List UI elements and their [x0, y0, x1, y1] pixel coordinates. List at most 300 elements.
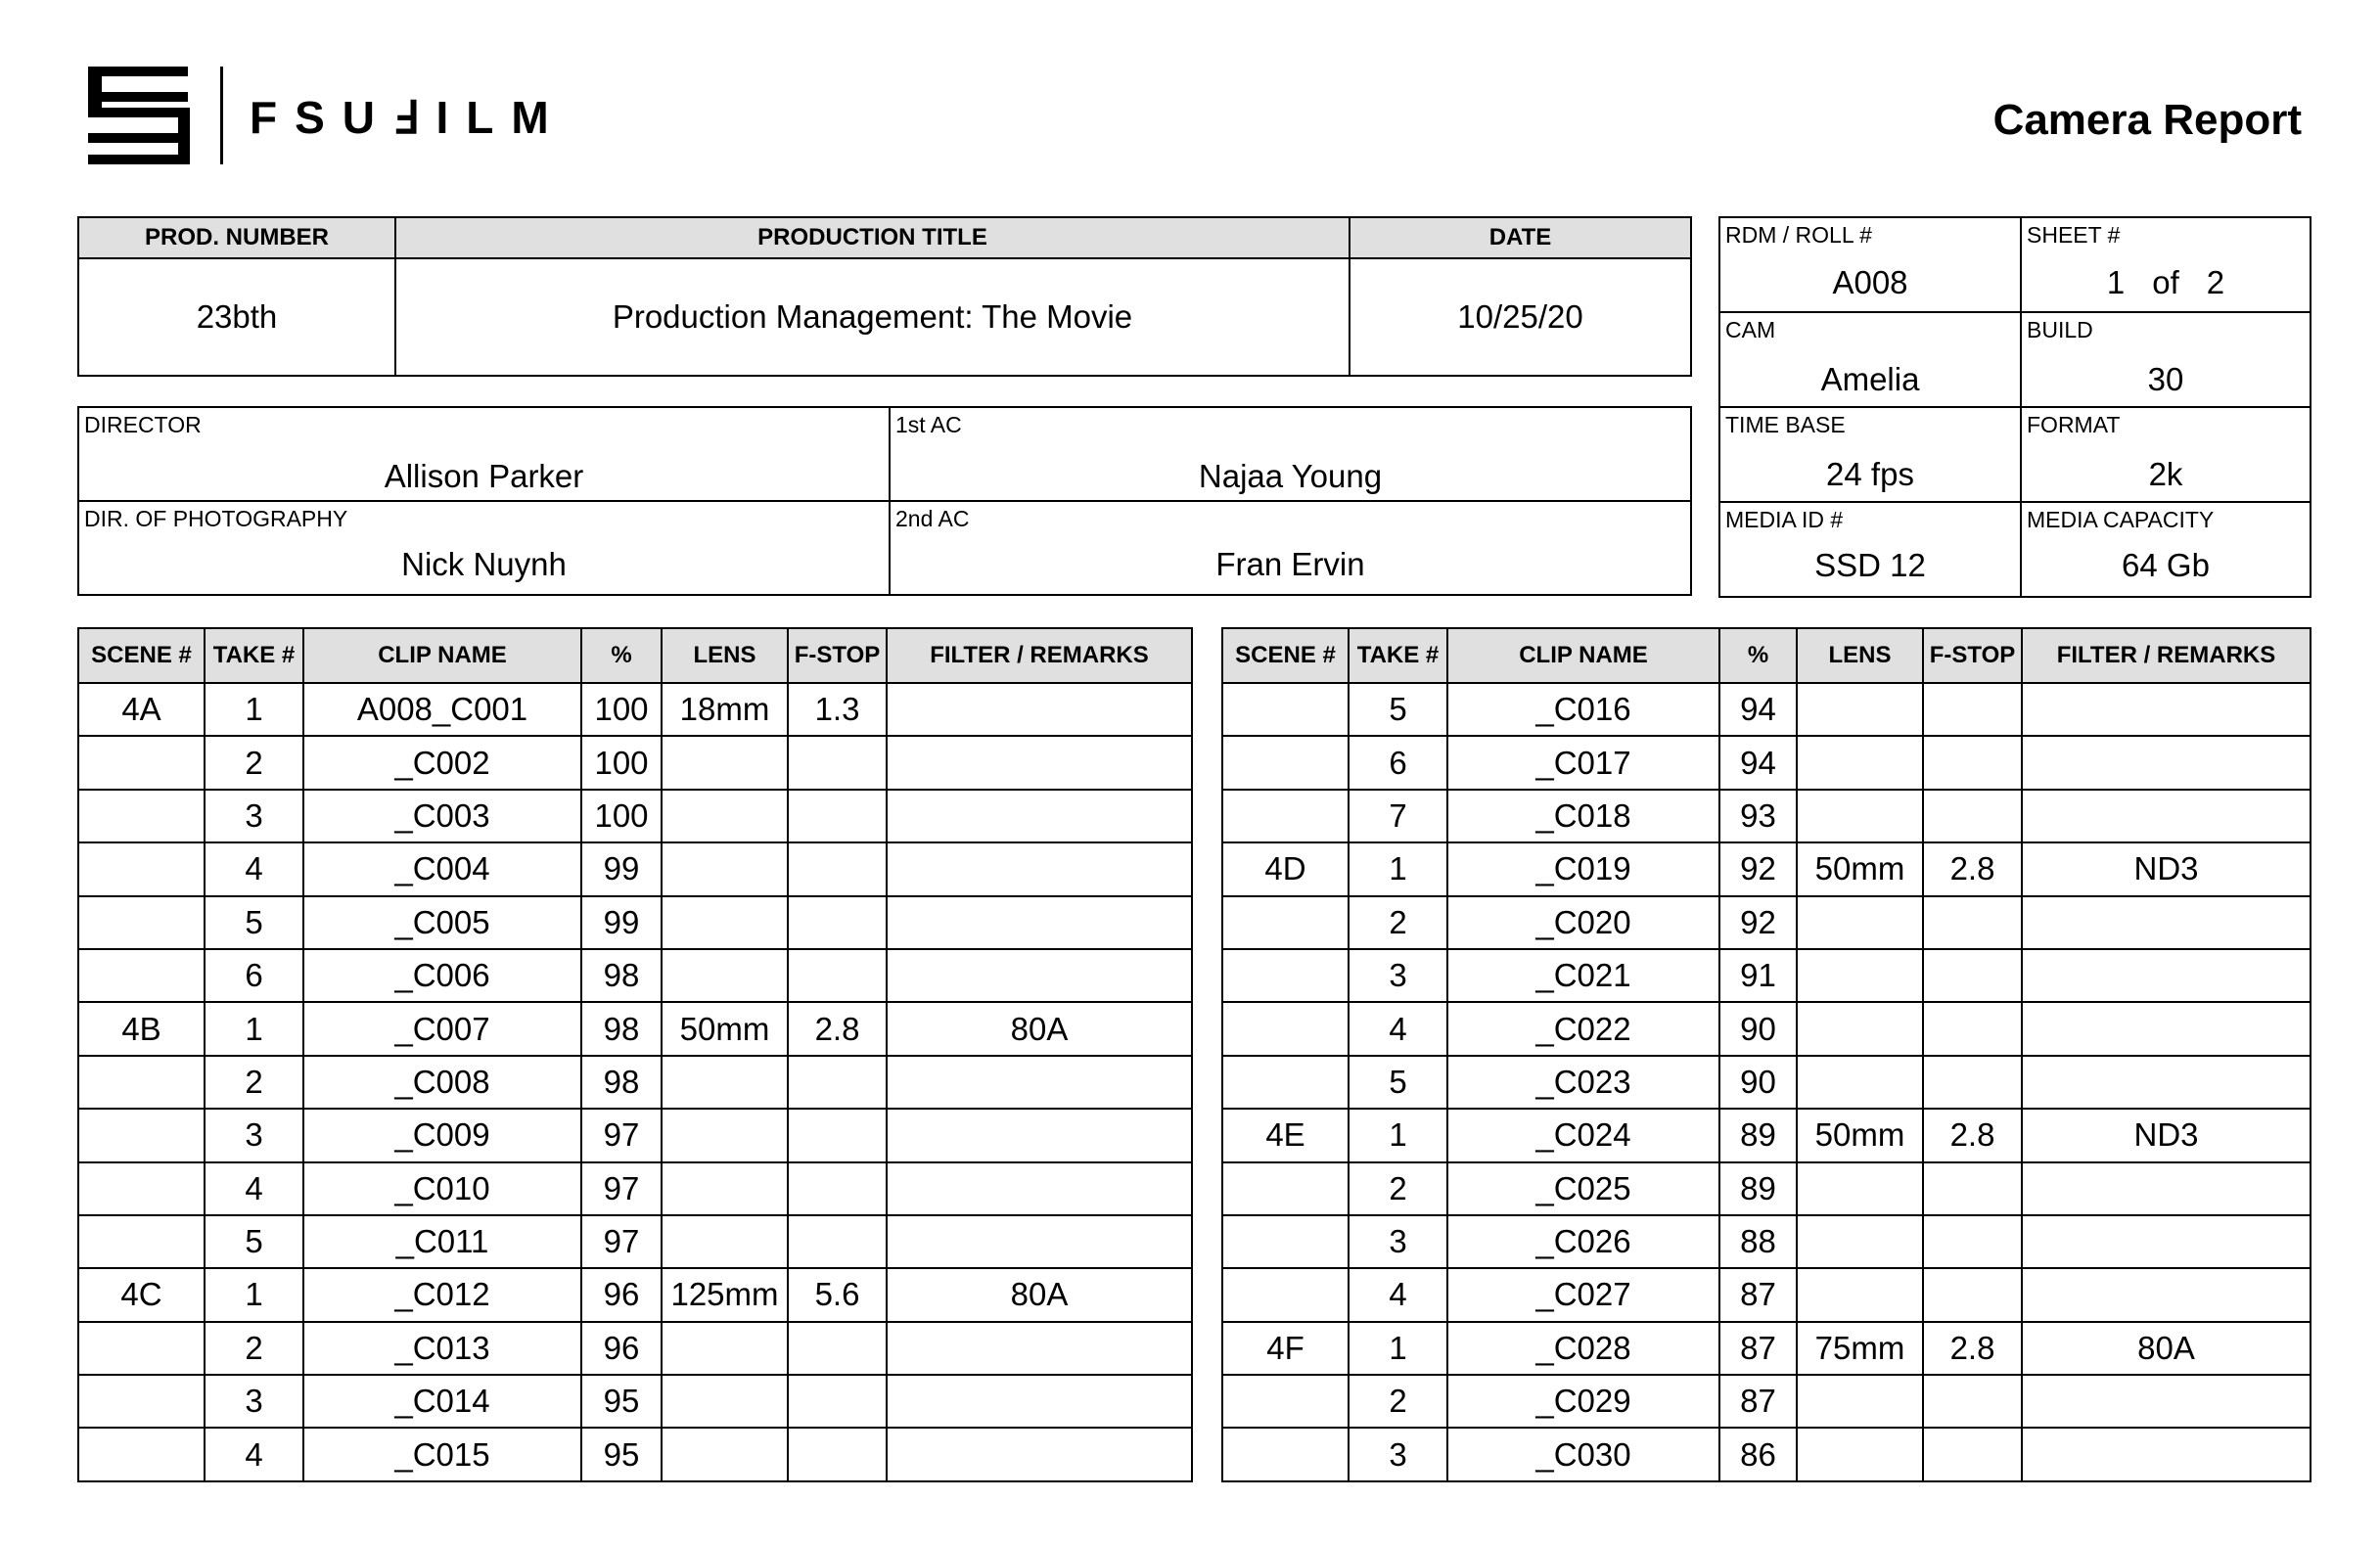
- table-row: [78, 1428, 1192, 1480]
- remarks-cell: [2022, 949, 2311, 1002]
- lens-cell: [662, 1375, 788, 1428]
- director-cell: [78, 407, 890, 501]
- percent-cell: 90: [1719, 1002, 1797, 1055]
- clip-name-cell: _C014: [303, 1375, 581, 1428]
- date-value: 10/25/20: [1350, 258, 1691, 376]
- format-cell: [2021, 407, 2311, 502]
- percent-cell: 88: [1719, 1215, 1797, 1268]
- remarks-cell: [887, 1215, 1192, 1268]
- remarks-cell: ND3: [2022, 842, 2311, 895]
- lens-cell: [1797, 1428, 1923, 1480]
- timebase-cell: [1719, 407, 2021, 502]
- table-row: [1222, 1215, 2311, 1268]
- column-header-fstop: F-STOP: [788, 628, 887, 683]
- lens-cell: [1797, 896, 1923, 949]
- media-id-label: MEDIA ID #: [1725, 507, 1844, 532]
- lens-cell: 50mm: [1797, 842, 1923, 895]
- fstop-cell: [1923, 1268, 2022, 1321]
- remarks-cell: [887, 1056, 1192, 1109]
- table-row: [1222, 1375, 2311, 1428]
- table-row: [1222, 1268, 2311, 1321]
- take-cell: 1: [1349, 842, 1447, 895]
- media-capacity-value: 64 Gb: [2122, 547, 2210, 583]
- fstop-cell: [788, 949, 887, 1002]
- build-cell: [2021, 312, 2311, 407]
- prod-number-label: PROD. NUMBER: [78, 217, 395, 258]
- scene-cell: [1222, 683, 1349, 736]
- clip-name-cell: _C017: [1447, 736, 1719, 789]
- cam-cell: [1719, 312, 2021, 407]
- scene-cell: 4E: [1222, 1109, 1349, 1161]
- percent-cell: 87: [1719, 1268, 1797, 1321]
- scene-cell: [1222, 1056, 1349, 1109]
- fstop-cell: [1923, 790, 2022, 842]
- take-cell: 4: [205, 842, 303, 895]
- lens-cell: [662, 842, 788, 895]
- remarks-cell: [2022, 1268, 2311, 1321]
- production-info-table: [77, 216, 1692, 377]
- roll-info-table: [1718, 216, 2311, 598]
- lens-cell: [662, 949, 788, 1002]
- shot-header-row: [1222, 628, 2311, 683]
- scene-cell: [78, 896, 205, 949]
- shot-rows: [1222, 683, 2311, 1481]
- remarks-cell: [887, 1428, 1192, 1480]
- format-label: FORMAT: [2027, 412, 2121, 437]
- lens-cell: [1797, 1002, 1923, 1055]
- fstop-cell: [1923, 1002, 2022, 1055]
- scene-cell: [1222, 1162, 1349, 1215]
- remarks-cell: ND3: [2022, 1109, 2311, 1161]
- take-cell: 3: [205, 1109, 303, 1161]
- take-cell: 3: [205, 790, 303, 842]
- fstop-cell: [788, 1215, 887, 1268]
- percent-cell: 98: [581, 1056, 662, 1109]
- lens-cell: [1797, 1056, 1923, 1109]
- lens-cell: [1797, 736, 1923, 789]
- scene-cell: [78, 1215, 205, 1268]
- percent-cell: 94: [1719, 736, 1797, 789]
- table-row: [78, 842, 1192, 895]
- remarks-cell: [2022, 683, 2311, 736]
- table-row: [78, 1056, 1192, 1109]
- clip-name-cell: _C003: [303, 790, 581, 842]
- column-header-percent: %: [1719, 628, 1797, 683]
- lens-cell: [1797, 949, 1923, 1002]
- cam-value: Amelia: [1820, 361, 1920, 397]
- take-cell: 1: [1349, 1109, 1447, 1161]
- take-cell: 5: [1349, 1056, 1447, 1109]
- fstop-cell: [788, 842, 887, 895]
- take-cell: 2: [205, 1056, 303, 1109]
- percent-cell: 91: [1719, 949, 1797, 1002]
- lens-cell: [1797, 790, 1923, 842]
- media-capacity-cell: [2021, 502, 2311, 597]
- crew-info-table: [77, 406, 1692, 596]
- format-value: 2k: [2148, 456, 2183, 492]
- column-header-remarks: FILTER / REMARKS: [2022, 628, 2311, 683]
- lens-cell: [662, 896, 788, 949]
- clip-name-cell: _C018: [1447, 790, 1719, 842]
- lens-cell: [662, 1428, 788, 1480]
- table-row: [78, 683, 1192, 736]
- table-row: [1222, 842, 2311, 895]
- table-row: [78, 1002, 1192, 1055]
- lens-cell: 50mm: [662, 1002, 788, 1055]
- lens-cell: [662, 1162, 788, 1215]
- remarks-cell: [2022, 736, 2311, 789]
- fstop-cell: [1923, 949, 2022, 1002]
- percent-cell: 98: [581, 949, 662, 1002]
- lens-cell: [662, 1322, 788, 1375]
- column-header-take: TAKE #: [205, 628, 303, 683]
- table-row: [1222, 1002, 2311, 1055]
- clip-name-cell: _C029: [1447, 1375, 1719, 1428]
- percent-cell: 87: [1719, 1322, 1797, 1375]
- clip-name-cell: _C020: [1447, 896, 1719, 949]
- logo-wordmark: FSUℲILM: [250, 92, 567, 143]
- dop-cell: [78, 501, 890, 595]
- scene-cell: [1222, 896, 1349, 949]
- clip-name-cell: _C002: [303, 736, 581, 789]
- remarks-cell: [2022, 1162, 2311, 1215]
- scene-cell: 4C: [78, 1268, 205, 1321]
- take-cell: 3: [1349, 1428, 1447, 1480]
- fstop-cell: 5.6: [788, 1268, 887, 1321]
- scene-cell: [78, 949, 205, 1002]
- shot-log-table-right: [1221, 627, 2311, 1482]
- remarks-cell: [2022, 1002, 2311, 1055]
- take-cell: 4: [1349, 1268, 1447, 1321]
- percent-cell: 93: [1719, 790, 1797, 842]
- percent-cell: 96: [581, 1322, 662, 1375]
- clip-name-cell: _C009: [303, 1109, 581, 1161]
- fstop-cell: [1923, 1215, 2022, 1268]
- timebase-value: 24 fps: [1826, 456, 1914, 492]
- scene-cell: [1222, 1375, 1349, 1428]
- column-header-clip-name: CLIP NAME: [303, 628, 581, 683]
- lens-cell: [662, 1109, 788, 1161]
- lens-cell: [1797, 683, 1923, 736]
- roll-label: RDM / ROLL #: [1725, 222, 1872, 248]
- fstop-cell: [788, 1428, 887, 1480]
- table-row: [78, 1109, 1192, 1161]
- scene-cell: [78, 842, 205, 895]
- percent-cell: 87: [1719, 1375, 1797, 1428]
- take-cell: 3: [1349, 949, 1447, 1002]
- remarks-cell: [887, 842, 1192, 895]
- media-id-value: SSD 12: [1814, 547, 1926, 583]
- clip-name-cell: _C027: [1447, 1268, 1719, 1321]
- fstop-cell: [788, 1322, 887, 1375]
- fstop-cell: [1923, 1375, 2022, 1428]
- scene-cell: [1222, 1002, 1349, 1055]
- lens-cell: [662, 1215, 788, 1268]
- take-cell: 2: [205, 1322, 303, 1375]
- take-cell: 6: [1349, 736, 1447, 789]
- take-cell: 4: [205, 1428, 303, 1480]
- clip-name-cell: _C023: [1447, 1056, 1719, 1109]
- take-cell: 6: [205, 949, 303, 1002]
- scene-cell: [1222, 1268, 1349, 1321]
- lens-cell: 50mm: [1797, 1109, 1923, 1161]
- clip-name-cell: _C010: [303, 1162, 581, 1215]
- first-ac-value: Najaa Young: [1198, 458, 1383, 494]
- take-cell: 1: [205, 683, 303, 736]
- build-label: BUILD: [2027, 317, 2093, 342]
- scene-cell: [78, 1109, 205, 1161]
- column-header-lens: LENS: [1797, 628, 1923, 683]
- percent-cell: 97: [581, 1162, 662, 1215]
- remarks-cell: [887, 1322, 1192, 1375]
- dop-value: Nick Nuynh: [401, 546, 567, 582]
- table-row: [1222, 1162, 2311, 1215]
- percent-cell: 92: [1719, 896, 1797, 949]
- remarks-cell: 80A: [887, 1268, 1192, 1321]
- table-row: [78, 736, 1192, 789]
- second-ac-value: Fran Ervin: [1215, 546, 1365, 582]
- clip-name-cell: _C021: [1447, 949, 1719, 1002]
- fsufilm-logo-icon: [88, 67, 196, 168]
- clip-name-cell: _C008: [303, 1056, 581, 1109]
- table-row: [1222, 1322, 2311, 1375]
- scene-cell: 4F: [1222, 1322, 1349, 1375]
- remarks-cell: [2022, 1428, 2311, 1480]
- column-header-fstop: F-STOP: [1923, 628, 2022, 683]
- media-id-cell: [1719, 502, 2021, 597]
- table-row: [78, 1268, 1192, 1321]
- percent-cell: 99: [581, 896, 662, 949]
- scene-cell: [1222, 1428, 1349, 1480]
- clip-name-cell: _C028: [1447, 1322, 1719, 1375]
- percent-cell: 86: [1719, 1428, 1797, 1480]
- column-header-remarks: FILTER / REMARKS: [887, 628, 1192, 683]
- remarks-cell: [887, 1375, 1192, 1428]
- clip-name-cell: _C013: [303, 1322, 581, 1375]
- scene-cell: [78, 1375, 205, 1428]
- remarks-cell: [887, 683, 1192, 736]
- percent-cell: 92: [1719, 842, 1797, 895]
- fstop-cell: [1923, 736, 2022, 789]
- cam-label: CAM: [1725, 317, 1776, 342]
- take-cell: 2: [1349, 1375, 1447, 1428]
- clip-name-cell: _C016: [1447, 683, 1719, 736]
- scene-cell: 4B: [78, 1002, 205, 1055]
- first-ac-label: 1st AC: [895, 412, 962, 437]
- clip-name-cell: A008_C001: [303, 683, 581, 736]
- clip-name-cell: _C007: [303, 1002, 581, 1055]
- clip-name-cell: _C005: [303, 896, 581, 949]
- director-label: DIRECTOR: [84, 412, 202, 437]
- production-title-label: PRODUCTION TITLE: [395, 217, 1350, 258]
- scene-cell: [1222, 1215, 1349, 1268]
- scene-cell: [1222, 790, 1349, 842]
- fstop-cell: 2.8: [788, 1002, 887, 1055]
- scene-cell: [1222, 949, 1349, 1002]
- fstop-cell: [788, 1375, 887, 1428]
- lens-cell: [1797, 1268, 1923, 1321]
- fstop-cell: [1923, 896, 2022, 949]
- lens-cell: [1797, 1375, 1923, 1428]
- table-row: [1222, 896, 2311, 949]
- fstop-cell: [788, 1109, 887, 1161]
- remarks-cell: [2022, 790, 2311, 842]
- percent-cell: 100: [581, 790, 662, 842]
- remarks-cell: [2022, 896, 2311, 949]
- percent-cell: 94: [1719, 683, 1797, 736]
- table-row: [1222, 736, 2311, 789]
- director-value: Allison Parker: [384, 458, 584, 494]
- column-header-lens: LENS: [662, 628, 788, 683]
- fstop-cell: 2.8: [1923, 1109, 2022, 1161]
- scene-cell: 4A: [78, 683, 205, 736]
- sheet-of: of: [2152, 264, 2179, 300]
- clip-name-cell: _C024: [1447, 1109, 1719, 1161]
- fstop-cell: 2.8: [1923, 1322, 2022, 1375]
- roll-cell: [1719, 217, 2021, 312]
- column-header-take: TAKE #: [1349, 628, 1447, 683]
- clip-name-cell: _C022: [1447, 1002, 1719, 1055]
- dop-label: DIR. OF PHOTOGRAPHY: [84, 506, 348, 531]
- fstop-cell: [788, 1056, 887, 1109]
- timebase-label: TIME BASE: [1725, 412, 1846, 437]
- fstop-cell: [1923, 1162, 2022, 1215]
- remarks-cell: [2022, 1375, 2311, 1428]
- scene-cell: [78, 1162, 205, 1215]
- lens-cell: 75mm: [1797, 1322, 1923, 1375]
- lens-cell: [662, 736, 788, 789]
- table-row: [78, 1375, 1192, 1428]
- column-header-scene: SCENE #: [78, 628, 205, 683]
- take-cell: 2: [1349, 1162, 1447, 1215]
- lens-cell: [1797, 1215, 1923, 1268]
- take-cell: 4: [1349, 1002, 1447, 1055]
- date-label: DATE: [1350, 217, 1691, 258]
- column-header-percent: %: [581, 628, 662, 683]
- page-title: Camera Report: [1992, 96, 2302, 144]
- clip-name-cell: _C026: [1447, 1215, 1719, 1268]
- percent-cell: 97: [581, 1109, 662, 1161]
- table-row: [1222, 1056, 2311, 1109]
- fstop-cell: [788, 736, 887, 789]
- scene-cell: [1222, 736, 1349, 789]
- remarks-cell: [887, 736, 1192, 789]
- shot-header-row: [78, 628, 1192, 683]
- take-cell: 7: [1349, 790, 1447, 842]
- table-row: [78, 949, 1192, 1002]
- fstop-cell: [1923, 683, 2022, 736]
- remarks-cell: [887, 790, 1192, 842]
- sheet-value: [2022, 248, 2310, 302]
- sheet-cell: [2021, 217, 2311, 312]
- table-row: [78, 896, 1192, 949]
- fstop-cell: [788, 896, 887, 949]
- percent-cell: 90: [1719, 1056, 1797, 1109]
- remarks-cell: [887, 949, 1192, 1002]
- lens-cell: 18mm: [662, 683, 788, 736]
- percent-cell: 95: [581, 1428, 662, 1480]
- fstop-cell: [788, 790, 887, 842]
- take-cell: 5: [1349, 683, 1447, 736]
- table-row: [1222, 1109, 2311, 1161]
- production-title-value: Production Management: The Movie: [395, 258, 1350, 376]
- fstop-cell: [1923, 1428, 2022, 1480]
- remarks-cell: [887, 1109, 1192, 1161]
- logo-divider: [220, 67, 223, 164]
- scene-cell: [78, 790, 205, 842]
- column-header-clip-name: CLIP NAME: [1447, 628, 1719, 683]
- percent-cell: 100: [581, 736, 662, 789]
- remarks-cell: [887, 1162, 1192, 1215]
- fstop-cell: [788, 1162, 887, 1215]
- take-cell: 5: [205, 896, 303, 949]
- lens-cell: 125mm: [662, 1268, 788, 1321]
- fstop-cell: 2.8: [1923, 842, 2022, 895]
- take-cell: 1: [205, 1268, 303, 1321]
- clip-name-cell: _C012: [303, 1268, 581, 1321]
- percent-cell: 98: [581, 1002, 662, 1055]
- percent-cell: 100: [581, 683, 662, 736]
- sheet-label: SHEET #: [2027, 222, 2121, 248]
- remarks-cell: [887, 896, 1192, 949]
- take-cell: 1: [1349, 1322, 1447, 1375]
- clip-name-cell: _C006: [303, 949, 581, 1002]
- clip-name-cell: _C015: [303, 1428, 581, 1480]
- take-cell: 2: [1349, 896, 1447, 949]
- table-row: [1222, 949, 2311, 1002]
- build-value: 30: [2147, 361, 2184, 397]
- take-cell: 1: [205, 1002, 303, 1055]
- sheet-number: 1: [2106, 264, 2126, 300]
- roll-value: A008: [1832, 264, 1908, 300]
- percent-cell: 89: [1719, 1109, 1797, 1161]
- take-cell: 4: [205, 1162, 303, 1215]
- table-row: [78, 790, 1192, 842]
- clip-name-cell: _C004: [303, 842, 581, 895]
- table-row: [78, 1162, 1192, 1215]
- table-row: [78, 1215, 1192, 1268]
- take-cell: 3: [1349, 1215, 1447, 1268]
- take-cell: 3: [205, 1375, 303, 1428]
- second-ac-cell: [890, 501, 1691, 595]
- lens-cell: [662, 1056, 788, 1109]
- shot-rows: [78, 683, 1192, 1481]
- fstop-cell: [1923, 1056, 2022, 1109]
- percent-cell: 96: [581, 1268, 662, 1321]
- scene-cell: [78, 1056, 205, 1109]
- table-row: [78, 1322, 1192, 1375]
- second-ac-label: 2nd AC: [895, 506, 970, 531]
- scene-cell: [78, 736, 205, 789]
- percent-cell: 99: [581, 842, 662, 895]
- remarks-cell: 80A: [2022, 1322, 2311, 1375]
- lens-cell: [1797, 1162, 1923, 1215]
- media-capacity-label: MEDIA CAPACITY: [2027, 507, 2215, 532]
- table-row: [1222, 1428, 2311, 1480]
- remarks-cell: [2022, 1056, 2311, 1109]
- take-cell: 5: [205, 1215, 303, 1268]
- scene-cell: 4D: [1222, 842, 1349, 895]
- percent-cell: 95: [581, 1375, 662, 1428]
- first-ac-cell: [890, 407, 1691, 501]
- sheet-total: 2: [2206, 264, 2225, 300]
- clip-name-cell: _C025: [1447, 1162, 1719, 1215]
- remarks-cell: 80A: [887, 1002, 1192, 1055]
- clip-name-cell: _C019: [1447, 842, 1719, 895]
- take-cell: 2: [205, 736, 303, 789]
- remarks-cell: [2022, 1215, 2311, 1268]
- clip-name-cell: _C011: [303, 1215, 581, 1268]
